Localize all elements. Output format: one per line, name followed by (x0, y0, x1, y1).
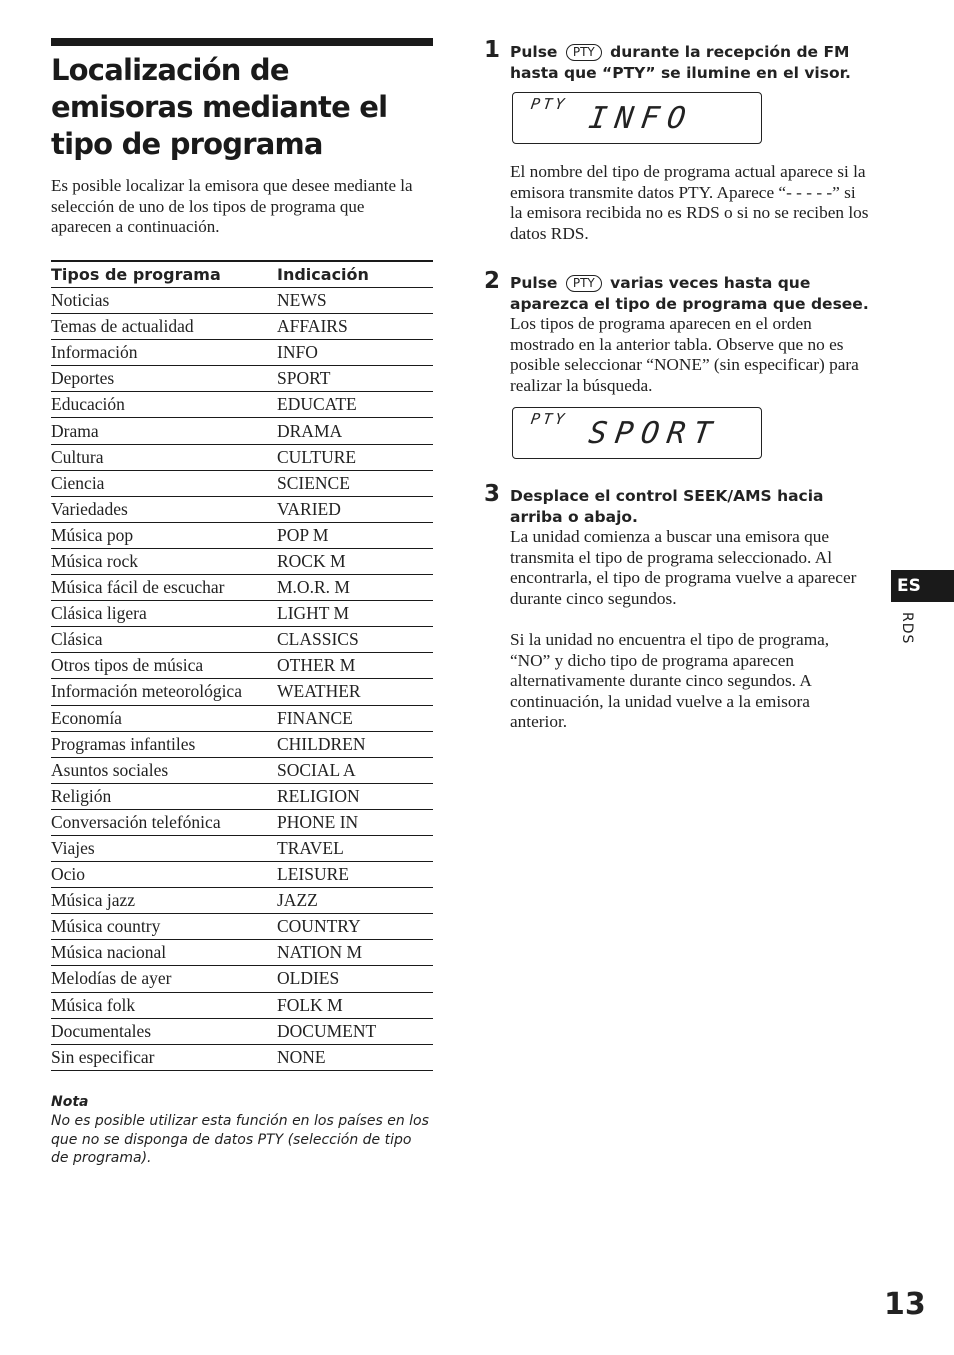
indication-cell: NONE (277, 1044, 433, 1070)
lcd-display-info (512, 92, 762, 144)
program-type-cell: Sin especificar (51, 1044, 277, 1070)
table-row (51, 366, 433, 392)
program-type-cell: Drama (51, 418, 277, 444)
program-type-cell: Música rock (51, 548, 277, 574)
section-tab: RDS (899, 612, 915, 645)
program-type-cell: Música country (51, 914, 277, 940)
table-row (51, 888, 433, 914)
indication-cell: JAZZ (277, 888, 433, 914)
program-type-cell: Programas infantiles (51, 731, 277, 757)
table-row (51, 548, 433, 574)
indication-cell: SOCIAL A (277, 757, 433, 783)
title-rule (51, 38, 433, 46)
table-row (51, 470, 433, 496)
display-text: SPORT (586, 416, 722, 451)
program-type-cell: Ciencia (51, 470, 277, 496)
table-row (51, 288, 433, 314)
step-3-body: La unidad comienza a buscar una emisora que transmita el tipo de programa seleccionado. Al encontrarla, el tipo de programa vuelve a aparecer durante cinco segundos. (510, 527, 857, 608)
table-row (51, 809, 433, 835)
step-1-heading-start: Pulse (510, 43, 558, 61)
lcd-display-sport (512, 407, 762, 459)
program-type-cell: Cultura (51, 444, 277, 470)
page-title: Localización de emisoras mediante el tipo de programa (51, 53, 388, 161)
program-type-cell: Deportes (51, 366, 277, 392)
table-row (51, 966, 433, 992)
table-row (51, 757, 433, 783)
indication-cell: CHILDREN (277, 731, 433, 757)
indication-cell: COUNTRY (277, 914, 433, 940)
program-type-cell: Música folk (51, 992, 277, 1018)
table-row (51, 835, 433, 861)
program-type-cell: Música fácil de escuchar (51, 575, 277, 601)
indication-cell: OTHER M (277, 653, 433, 679)
table-row (51, 731, 433, 757)
program-type-cell: Otros tipos de música (51, 653, 277, 679)
step-1-number: 1 (484, 37, 501, 63)
column-header-type: Tipos de programa (51, 261, 277, 288)
table-row (51, 314, 433, 340)
note-title: Nota (51, 1094, 89, 1110)
step-3-number: 3 (484, 481, 501, 507)
program-type-cell: Información meteorológica (51, 679, 277, 705)
indication-cell: SCIENCE (277, 470, 433, 496)
step-2-heading-end: varias veces hasta que aparezca el tipo de programa que desee. (510, 274, 869, 313)
table-row (51, 705, 433, 731)
program-type-cell: Música jazz (51, 888, 277, 914)
indication-cell: POP M (277, 522, 433, 548)
program-type-cell: Noticias (51, 288, 277, 314)
indication-cell: DOCUMENT (277, 1018, 433, 1044)
pty-button-icon: PTY (566, 44, 602, 61)
table-row (51, 992, 433, 1018)
program-type-cell: Documentales (51, 1018, 277, 1044)
table-row (51, 1018, 433, 1044)
step-2-body: Los tipos de programa aparecen en el orden mostrado en la anterior tabla. Observe que no es posible seleccionar “NONE” (sin especificar) para realizar la búsqueda. (510, 314, 859, 395)
indication-cell: DRAMA (277, 418, 433, 444)
program-type-cell: Variedades (51, 496, 277, 522)
indication-cell: PHONE IN (277, 809, 433, 835)
indication-cell: LIGHT M (277, 601, 433, 627)
indication-cell: ROCK M (277, 548, 433, 574)
display-pty-indicator: PTY (529, 410, 569, 428)
table-row (51, 418, 433, 444)
step-1-heading (510, 42, 870, 84)
display-pty-indicator: PTY (529, 95, 569, 113)
program-type-cell: Viajes (51, 835, 277, 861)
indication-cell: OLDIES (277, 966, 433, 992)
program-type-cell: Ocio (51, 862, 277, 888)
intro-paragraph: Es posible localizar la emisora que desee mediante la selección de uno de los tipos de programa que aparecen a continuación. (51, 176, 413, 236)
page-number: 13 (884, 1287, 926, 1322)
note-text: No es posible utilizar esta función en los países en los que no se disponga de datos PTY (selección de tipo de programa). (51, 1113, 429, 1166)
table-header-row (51, 261, 433, 288)
display-text: INFO (586, 101, 696, 136)
language-tab: ES (891, 570, 954, 602)
indication-cell: NATION M (277, 940, 433, 966)
table-row (51, 1044, 433, 1070)
table-row (51, 444, 433, 470)
program-type-table (51, 260, 433, 1071)
indication-cell: CULTURE (277, 444, 433, 470)
step-1-body: El nombre del tipo de programa actual aparece si la emisora transmite datos PTY. Aparece “- - - - -” si la emisora recibida no es RDS o si no se reciben los datos RDS. (510, 162, 869, 243)
table-row (51, 783, 433, 809)
table-row (51, 653, 433, 679)
program-type-cell: Música pop (51, 522, 277, 548)
indication-cell: INFO (277, 340, 433, 366)
table-row (51, 940, 433, 966)
table-row (51, 679, 433, 705)
program-type-cell: Economía (51, 705, 277, 731)
program-type-cell: Clásica (51, 627, 277, 653)
table-row (51, 575, 433, 601)
indication-cell: VARIED (277, 496, 433, 522)
step-3-body-2: Si la unidad no encuentra el tipo de programa, “NO” y dicho tipo de programa aparecen alternativamente durante cinco segundos. A continuación, la unidad vuelve a la emisora anterior. (510, 630, 830, 732)
program-type-cell: Información (51, 340, 277, 366)
indication-cell: NEWS (277, 288, 433, 314)
step-2-heading (510, 273, 870, 315)
indication-cell: EDUCATE (277, 392, 433, 418)
indication-cell: LEISURE (277, 862, 433, 888)
indication-cell: FINANCE (277, 705, 433, 731)
table-body (51, 288, 433, 1071)
table-row (51, 392, 433, 418)
step-1-heading-end: durante la recepción de FM hasta que “PTY” se ilumine en el visor. (510, 43, 851, 82)
pty-button-icon: PTY (566, 275, 602, 292)
indication-cell: FOLK M (277, 992, 433, 1018)
program-type-cell: Música nacional (51, 940, 277, 966)
step-2-heading-start: Pulse (510, 274, 558, 292)
indication-cell: WEATHER (277, 679, 433, 705)
program-type-cell: Conversación telefónica (51, 809, 277, 835)
table-row (51, 340, 433, 366)
indication-cell: TRAVEL (277, 835, 433, 861)
table-row (51, 522, 433, 548)
program-type-cell: Clásica ligera (51, 601, 277, 627)
step-2-number: 2 (484, 268, 501, 294)
indication-cell: RELIGION (277, 783, 433, 809)
table-row (51, 627, 433, 653)
column-header-indication: Indicación (277, 261, 433, 288)
table-row (51, 914, 433, 940)
indication-cell: SPORT (277, 366, 433, 392)
program-type-cell: Asuntos sociales (51, 757, 277, 783)
indication-cell: AFFAIRS (277, 314, 433, 340)
program-type-cell: Melodías de ayer (51, 966, 277, 992)
program-type-cell: Temas de actualidad (51, 314, 277, 340)
program-type-cell: Religión (51, 783, 277, 809)
program-type-cell: Educación (51, 392, 277, 418)
indication-cell: M.O.R. M (277, 575, 433, 601)
step-3-heading: Desplace el control SEEK/AMS hacia arriba o abajo. (510, 487, 824, 526)
table-row (51, 862, 433, 888)
table-row (51, 496, 433, 522)
indication-cell: CLASSICS (277, 627, 433, 653)
table-row (51, 601, 433, 627)
